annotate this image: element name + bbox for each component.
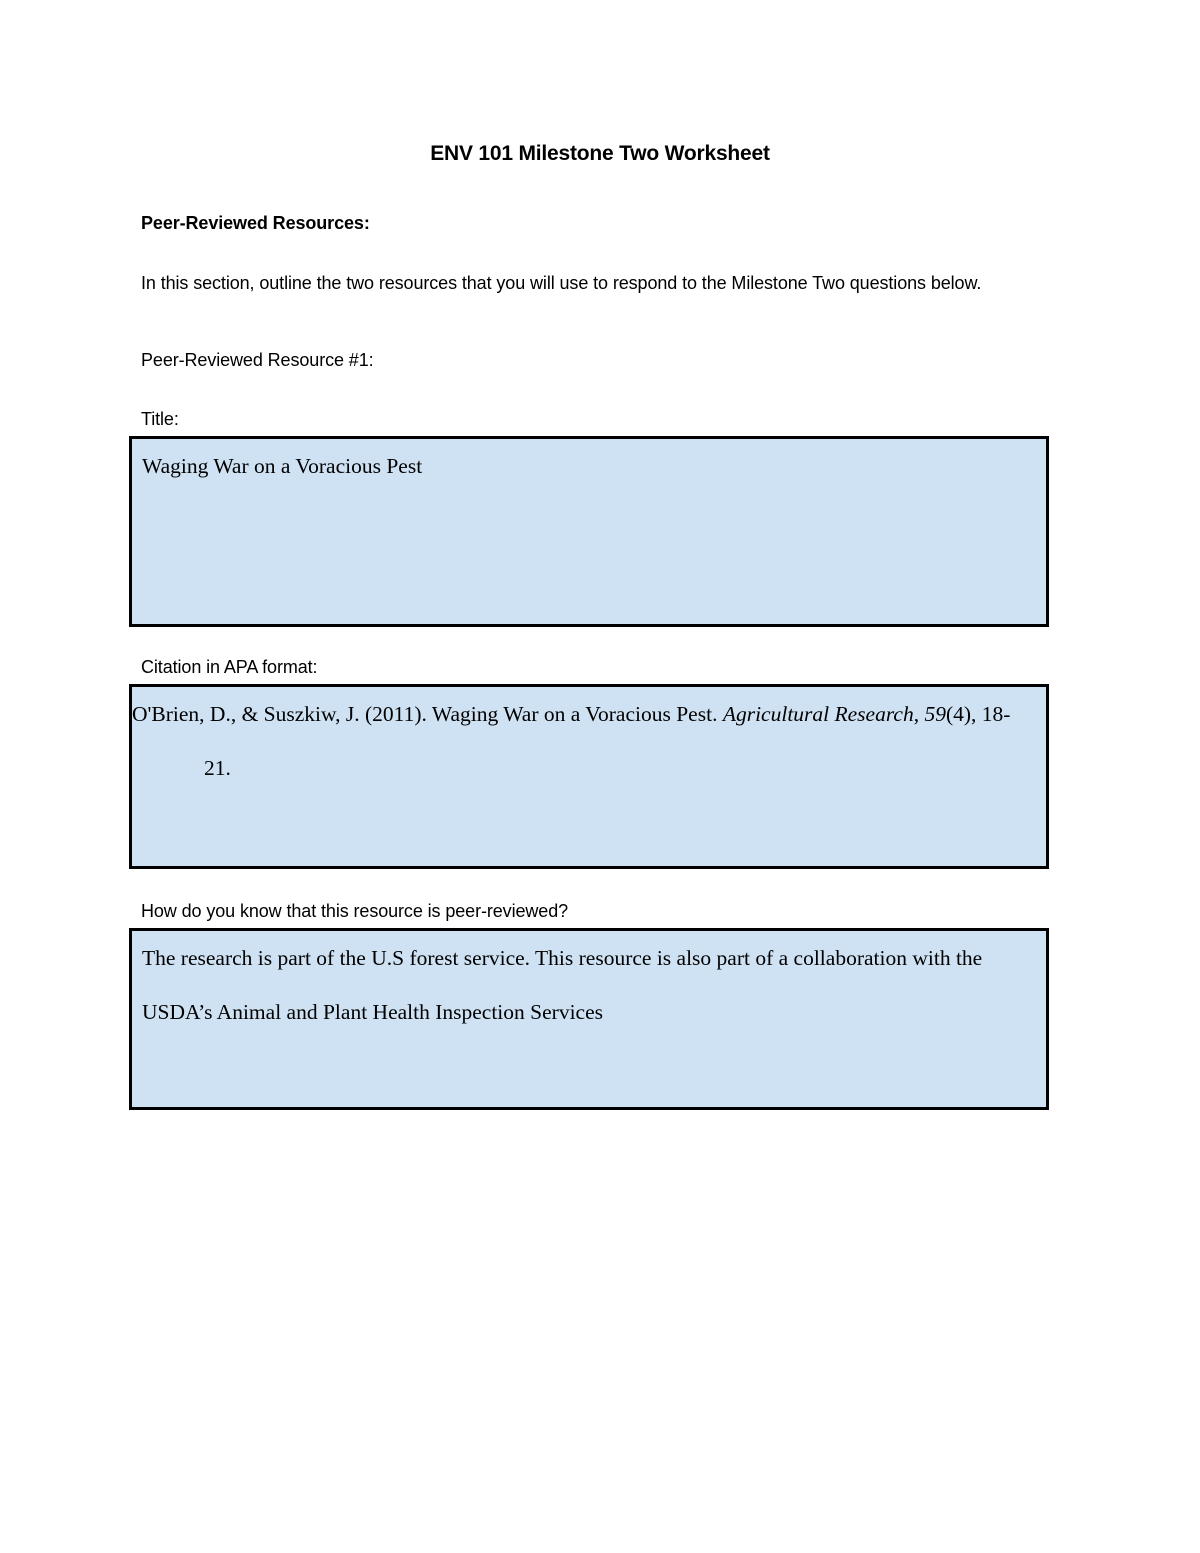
resource-heading: Peer-Reviewed Resource #1: bbox=[141, 350, 374, 370]
citation-answer bbox=[132, 687, 1046, 795]
peer-review-answer-box[interactable] bbox=[129, 928, 1049, 1110]
citation-prefix: O'Brien, D., & Suszkiw, J. (2011). Waging War on a Voracious Pest. bbox=[132, 702, 723, 726]
page-title: ENV 101 Milestone Two Worksheet bbox=[430, 142, 770, 165]
citation-answer-box[interactable] bbox=[129, 684, 1049, 869]
citation-volume: 59 bbox=[924, 702, 946, 726]
peer-review-question: How do you know that this resource is peer-reviewed? bbox=[141, 901, 569, 921]
title-answer: Waging War on a Voracious Pest bbox=[142, 454, 423, 478]
citation-journal: Agricultural Research bbox=[722, 702, 914, 726]
title-answer-box[interactable] bbox=[129, 436, 1049, 627]
section-heading: Peer-Reviewed Resources: bbox=[141, 213, 370, 233]
title-label: Title: bbox=[141, 409, 179, 429]
citation-comma: , bbox=[913, 702, 925, 726]
citation-label: Citation in APA format: bbox=[141, 657, 318, 677]
citation-suffix: (4), 18-21. bbox=[204, 702, 1011, 780]
intro-text: In this section, outline the two resources that you will use to respond to the Milestone Two questions below. bbox=[141, 273, 982, 293]
peer-review-answer: The research is part of the U.S forest service. This resource is also part of a collaboration with the USDA’s Animal and Plant Health Inspection Services bbox=[142, 946, 983, 1024]
